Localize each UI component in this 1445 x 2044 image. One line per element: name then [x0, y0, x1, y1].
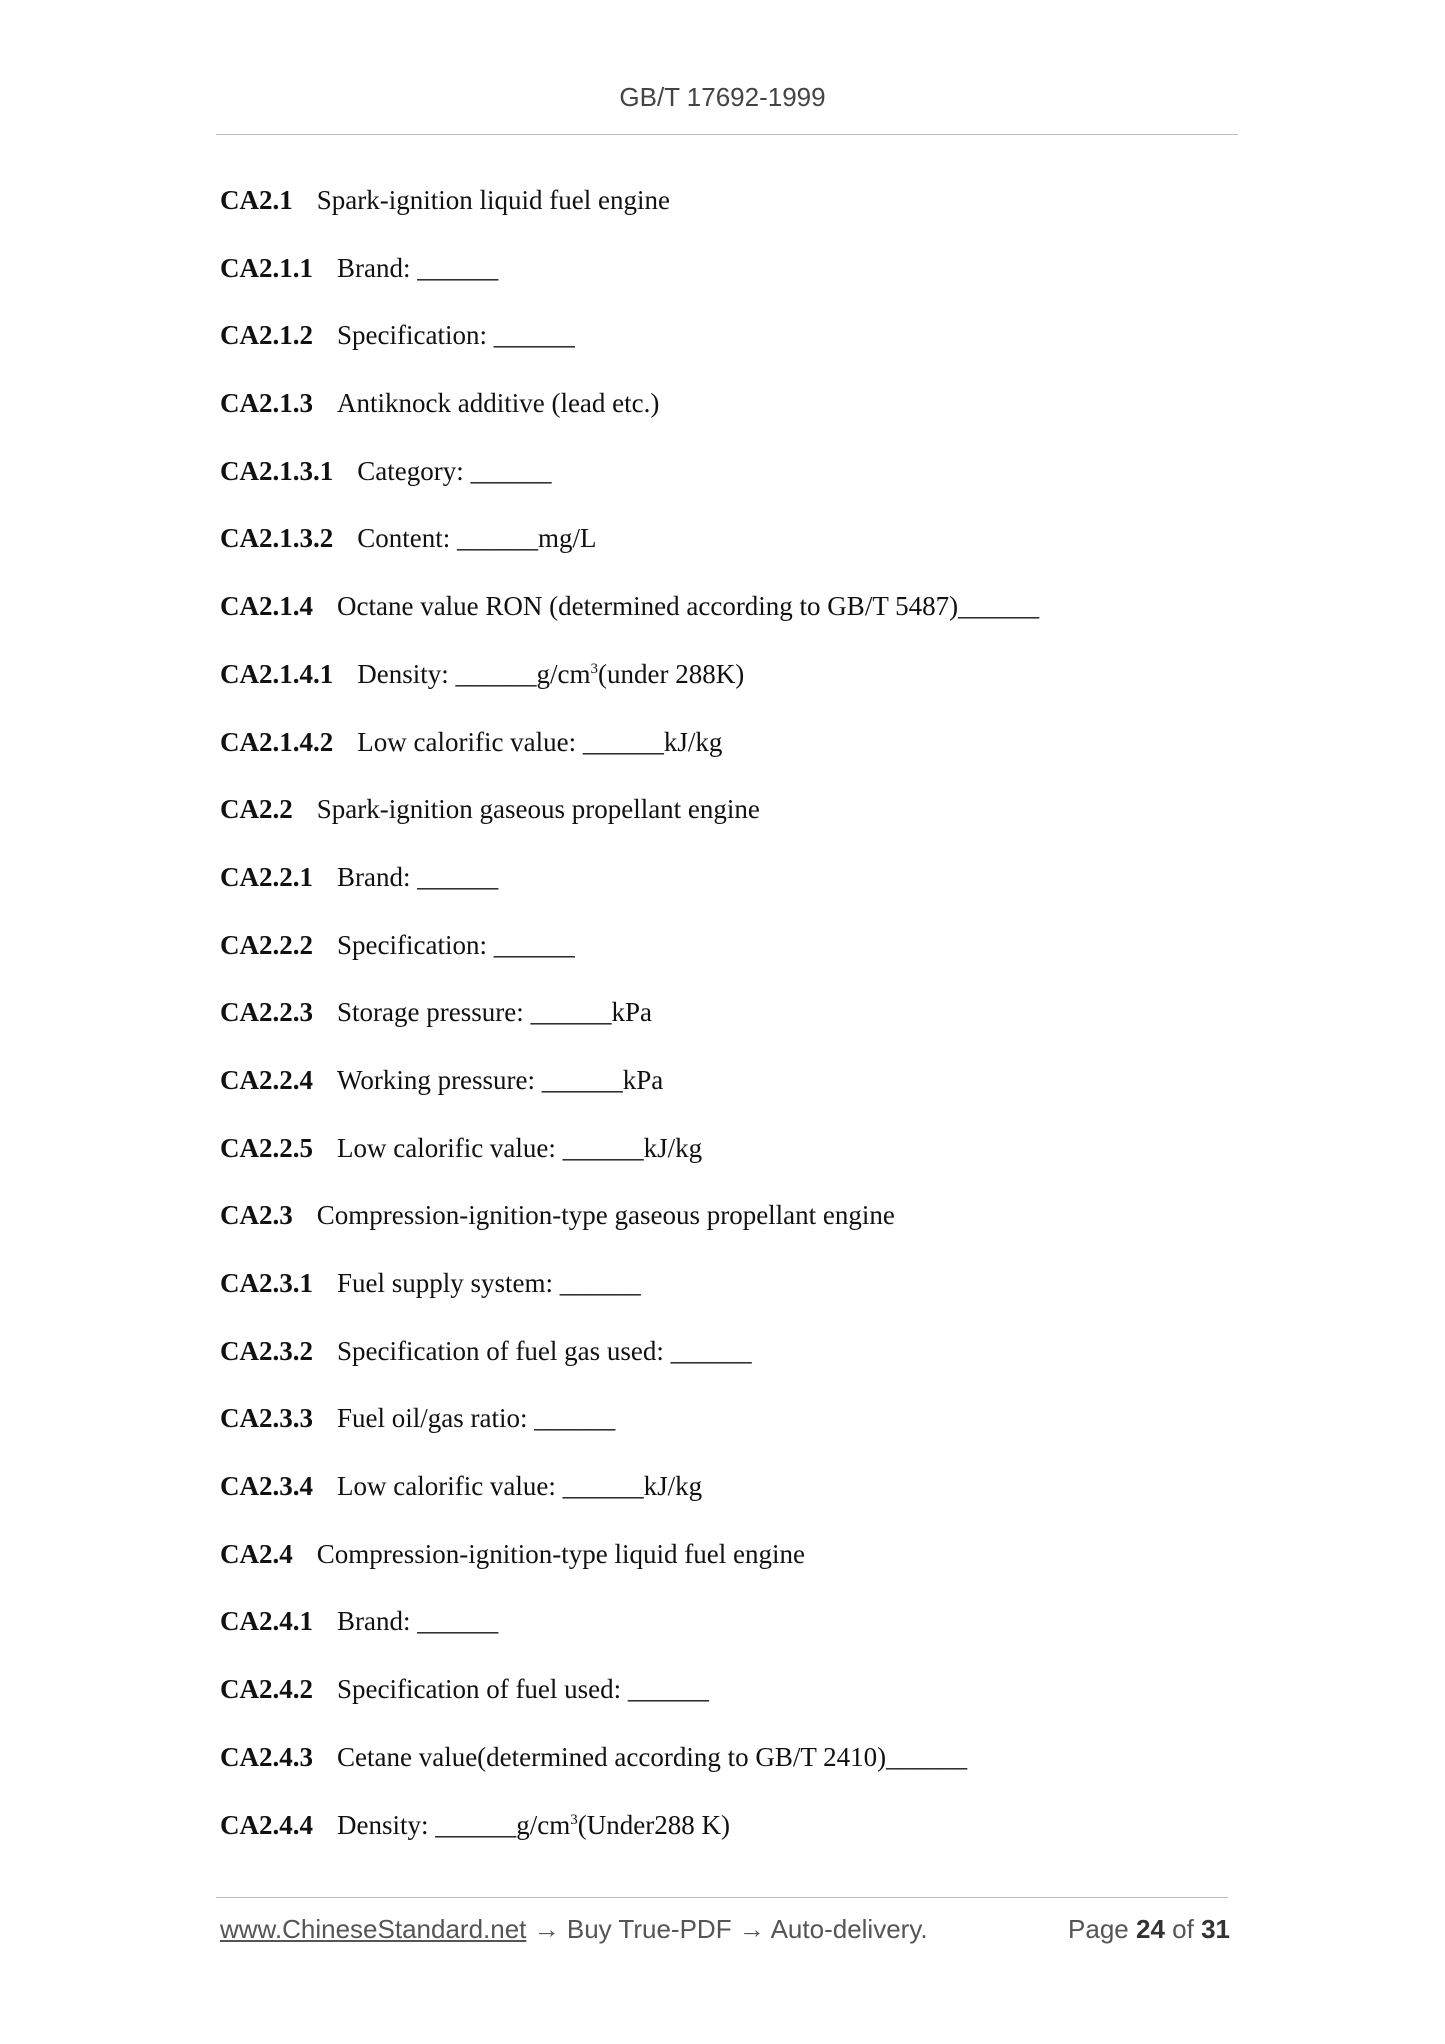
- clause-number: CA2.1.3.2: [220, 523, 334, 554]
- clause-number: CA2.4: [220, 1538, 293, 1569]
- clause-ca2-1-3-2: [220, 518, 1240, 586]
- clause-ca2-3: [220, 1195, 1240, 1263]
- clause-text: Compression-ignition-type liquid fuel engine: [316, 1538, 805, 1569]
- clause-ca2-1-4-1: [220, 654, 1240, 722]
- clause-text: Brand: ______: [337, 1606, 499, 1637]
- clause-number: CA2.1.3: [220, 388, 313, 419]
- clause-text: Low calorific value: ______kJ/kg: [357, 726, 723, 757]
- clause-text: Octane value RON (determined according to GB/T 5487)______: [337, 591, 1040, 622]
- clause-ca2-1-3: [220, 383, 1240, 451]
- clause-number: CA2.2.1: [220, 861, 313, 892]
- clause-number: CA2.4.4: [220, 1809, 313, 1840]
- clause-text: Fuel supply system: ______: [337, 1268, 641, 1298]
- clause-number: CA2.1.2: [220, 320, 313, 351]
- clause-text: Compression-ignition-type gaseous propellant engine: [316, 1200, 895, 1231]
- page-total: 31: [1201, 1914, 1230, 1944]
- clause-text: Specification: ______: [337, 320, 575, 351]
- clause-number: CA2.2.2: [220, 929, 313, 960]
- clause-number: CA2.4.1: [220, 1606, 313, 1637]
- clause-text: Antiknock additive (lead etc.): [337, 388, 660, 419]
- clause-number: CA2.1.3.1: [220, 455, 334, 486]
- clause-text: Category: ______: [357, 455, 552, 486]
- clause-text: Specification: ______: [337, 929, 575, 960]
- clause-text: Storage pressure: ______kPa: [337, 997, 652, 1028]
- clause-number: CA2.1.4.1: [220, 658, 334, 689]
- clause-number: CA2.3.2: [220, 1335, 313, 1366]
- clause-ca2-3-1: [220, 1263, 1240, 1331]
- clause-ca2-2-5: [220, 1128, 1240, 1196]
- page-current: 24: [1136, 1914, 1165, 1944]
- clause-text: Brand: ______: [337, 252, 499, 283]
- superscript: 3: [590, 660, 598, 677]
- clause-number: CA2.3.1: [220, 1268, 313, 1298]
- clause-text: Spark-ignition gaseous propellant engine: [316, 794, 760, 825]
- clause-ca2-4: [220, 1534, 1240, 1602]
- clause-text: Low calorific value: ______kJ/kg: [337, 1132, 703, 1163]
- clause-number: CA2.3: [220, 1200, 293, 1231]
- clause-ca2-2-2: [220, 925, 1240, 993]
- clause-ca2-1: [220, 180, 1240, 248]
- clause-text: Fuel oil/gas ratio: ______: [337, 1403, 616, 1434]
- clause-ca2-3-3: [220, 1398, 1240, 1466]
- clause-ca2-2: [220, 789, 1240, 857]
- page-header: GB/T 17692-1999: [619, 82, 826, 112]
- clause-text: Density: $\_\_\_\_\_\_g/cm^3(Under288$ K): [337, 1809, 730, 1840]
- footer-divider: [216, 1897, 1228, 1898]
- website-link[interactable]: www.ChineseStandard.net: [220, 1914, 527, 1944]
- clause-ca2-1-4-2: [220, 722, 1240, 790]
- clause-number: CA2.4.3: [220, 1741, 313, 1772]
- clause-ca2-1-2: [220, 315, 1240, 383]
- clause-number: CA2.2.3: [220, 997, 313, 1028]
- clause-ca2-2-3: [220, 992, 1240, 1060]
- clause-ca2-4-4: [220, 1805, 1240, 1873]
- clause-ca2-3-4: [220, 1466, 1240, 1534]
- clause-text: Working pressure: ______kPa: [337, 1064, 664, 1095]
- footer-tagline: → Buy True-PDF → Auto-delivery.: [533, 1914, 928, 1944]
- clause-ca2-3-2: [220, 1331, 1240, 1399]
- clause-number: CA2.2.4: [220, 1064, 313, 1095]
- superscript: 3: [570, 1811, 578, 1828]
- clause-text: Specification of fuel gas used: ______: [337, 1335, 752, 1366]
- clause-ca2-4-3: [220, 1737, 1240, 1805]
- clause-text: Low calorific value: ______kJ/kg: [337, 1471, 703, 1502]
- clause-text: Spark-ignition liquid fuel engine: [316, 185, 670, 215]
- clause-text: Content: ______mg/L: [357, 523, 597, 554]
- page-footer: [220, 1914, 1230, 1945]
- clause-ca2-1-3-1: [220, 451, 1240, 519]
- document-body: [220, 180, 1240, 1872]
- clause-ca2-4-1: [220, 1601, 1240, 1669]
- clause-number: CA2.1.4.2: [220, 726, 334, 757]
- clause-number: CA2.2.5: [220, 1132, 313, 1163]
- clause-text: Cetane value(determined according to GB/T 2410)______: [337, 1741, 968, 1772]
- clause-number: CA2.4.2: [220, 1674, 313, 1705]
- page-of-label: of: [1172, 1914, 1194, 1944]
- clause-ca2-2-4: [220, 1060, 1240, 1128]
- clause-ca2-1-1: [220, 248, 1240, 316]
- clause-text: Specification of fuel used: ______: [337, 1674, 709, 1705]
- clause-ca2-4-2: [220, 1669, 1240, 1737]
- clause-ca2-2-1: [220, 857, 1240, 925]
- page-indicator: [1068, 1914, 1230, 1945]
- clause-text: Density: $\_\_\_\_\_\_g/cm^3(under$ 288K): [357, 658, 745, 689]
- page-label: Page: [1068, 1914, 1129, 1944]
- clause-number: CA2.3.3: [220, 1403, 313, 1434]
- clause-text: Brand: ______: [337, 861, 499, 892]
- clause-number: CA2.1.4: [220, 591, 313, 622]
- clause-number: CA2.1.1: [220, 252, 313, 283]
- clause-number: CA2.1: [220, 185, 293, 215]
- header-divider: [216, 134, 1238, 135]
- clause-ca2-1-4: [220, 586, 1240, 654]
- clause-number: CA2.3.4: [220, 1471, 313, 1502]
- clause-number: CA2.2: [220, 794, 293, 825]
